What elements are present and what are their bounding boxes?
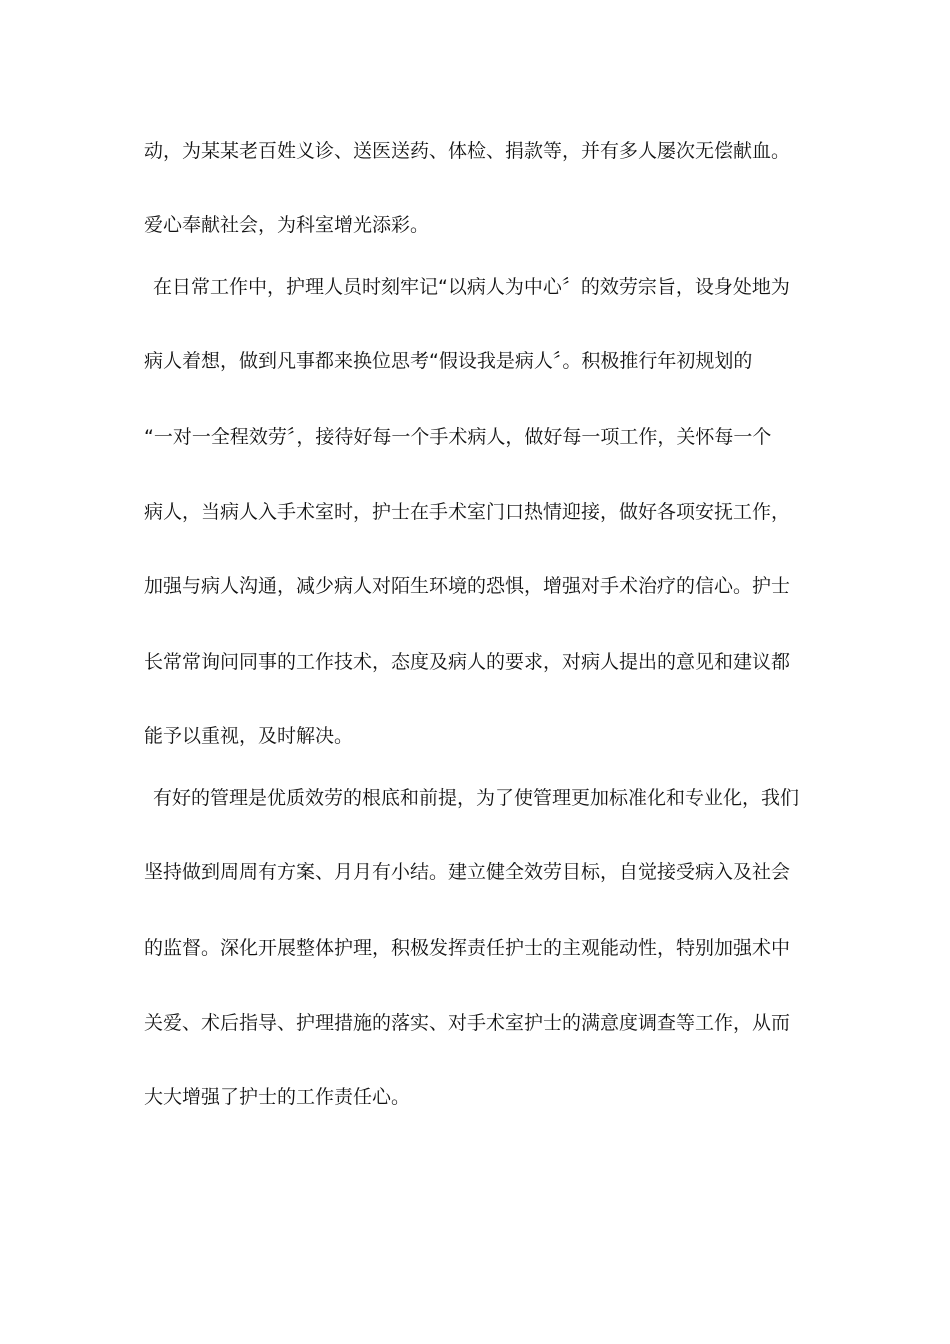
text-line: 病人着想，做到凡事都来换位思考“假设我是病人〞。积极推行年初规划的 — [144, 350, 753, 372]
text-line: 长常常询问同事的工作技术，态度及病人的要求，对病人提出的意见和建议都 — [144, 651, 791, 673]
text-line: 加强与病人沟通，减少病人对陌生环境的恐惧，增强对手术治疗的信心。护士 — [144, 575, 791, 597]
text-line: 大大增强了护士的工作责任心。 — [144, 1086, 411, 1108]
text-line: 动，为某某老百姓义诊、送医送药、体检、捐款等，并有多人屡次无偿献血。 — [144, 140, 791, 162]
text-line: 关爱、术后指导、护理措施的落实、对手术室护士的满意度调查等工作，从而 — [144, 1012, 791, 1034]
text-line: 的监督。深化开展整体护理，积极发挥责任护士的主观能动性，特别加强术中 — [144, 937, 791, 959]
text-line: “一对一全程效劳〞，接待好每一个手术病人，做好每一项工作，关怀每一个 — [144, 426, 772, 448]
text-line: 病人，当病人入手术室时，护士在手术室门口热情迎接，做好各项安抚工作， — [144, 501, 791, 523]
text-line: 爱心奉献社会，为科室增光添彩。 — [144, 214, 430, 236]
paragraph-start-line: 在日常工作中，护理人员时刻牢记“以病人为中心〞的效劳宗旨，设身处地为 — [153, 276, 790, 298]
paragraph-start-line: 有好的管理是优质效劳的根底和前提，为了使管理更加标准化和专业化，我们 — [153, 787, 800, 809]
text-line: 坚持做到周周有方案、月月有小结。建立健全效劳目标，自觉接受病入及社会 — [144, 861, 791, 883]
text-line: 能予以重视，及时解决。 — [144, 725, 354, 747]
